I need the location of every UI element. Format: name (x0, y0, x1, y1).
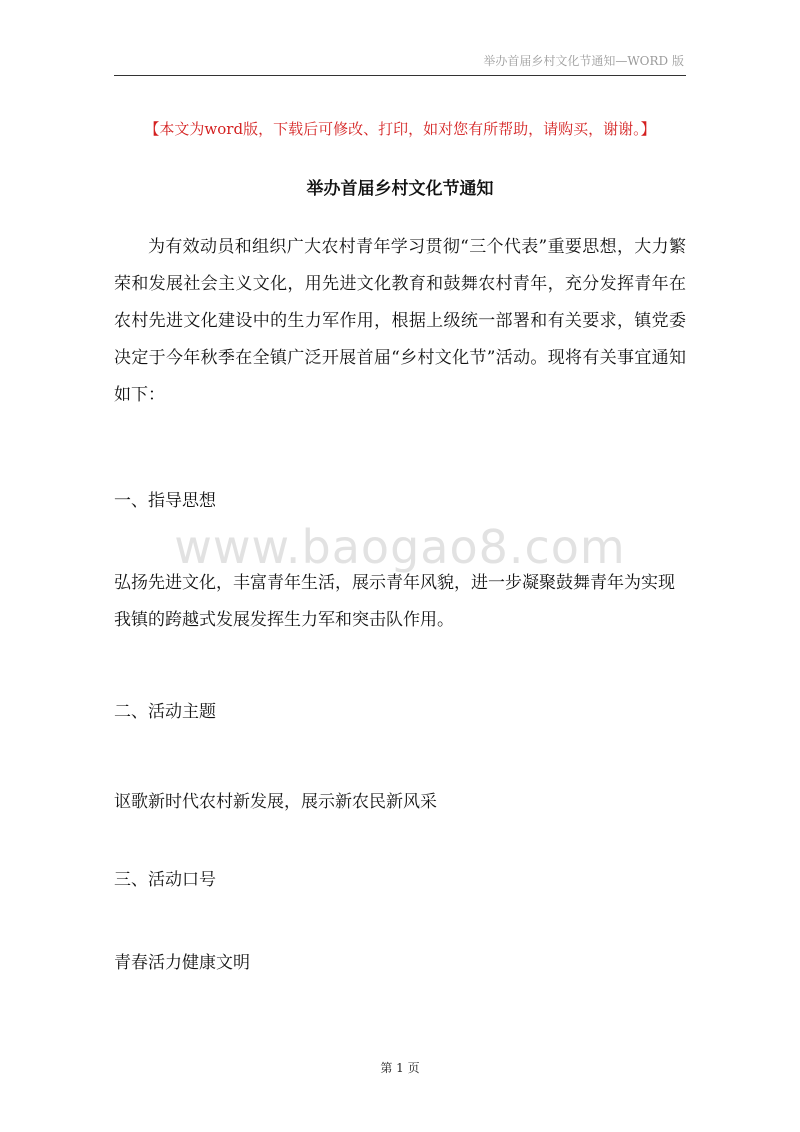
watermark: www.baogao8.com (174, 520, 626, 574)
document-title: 举办首届乡村文化节通知 (306, 179, 494, 199)
page-number: 第 1 页 (380, 1061, 420, 1075)
section-text-activity-theme: 讴歌新时代农村新发展，展示新农民新风采 (114, 792, 437, 812)
section-text-activity-slogan: 青春活力健康文明 (114, 953, 250, 973)
intro-paragraph: 为有效动员和组织广大农村青年学习贯彻“三个代表”重要思想，大力繁荣和发展社会主义文化，用先进文化教育和鼓舞农村青年，充分发挥青年在农村先进文化建设中的生力军作用，根据上级统一部署和有关要求，镇党委决定于今年秋季在全镇广泛开展首届“乡村文化节”活动。现将有关事宜通知如下： (114, 237, 686, 405)
section-text-guiding-ideology: 弘扬先进文化，丰富青年生活，展示青年风貌，进一步凝聚鼓舞青年为实现我镇的跨越式发展发挥生力军和突击队作用。 (114, 573, 675, 630)
running-title: 举办首届乡村文化节通知—WORD 版 (483, 54, 684, 68)
section-heading-activity-slogan: 三、活动口号 (114, 870, 216, 890)
purchase-notice: 【本文为word版，下载后可修改、打印，如对您有所帮助，请购买，谢谢。】 (144, 120, 656, 138)
section-heading-activity-theme: 二、活动主题 (114, 702, 216, 722)
section-heading-guiding-ideology: 一、指导思想 (114, 491, 216, 511)
header-divider (114, 75, 686, 76)
